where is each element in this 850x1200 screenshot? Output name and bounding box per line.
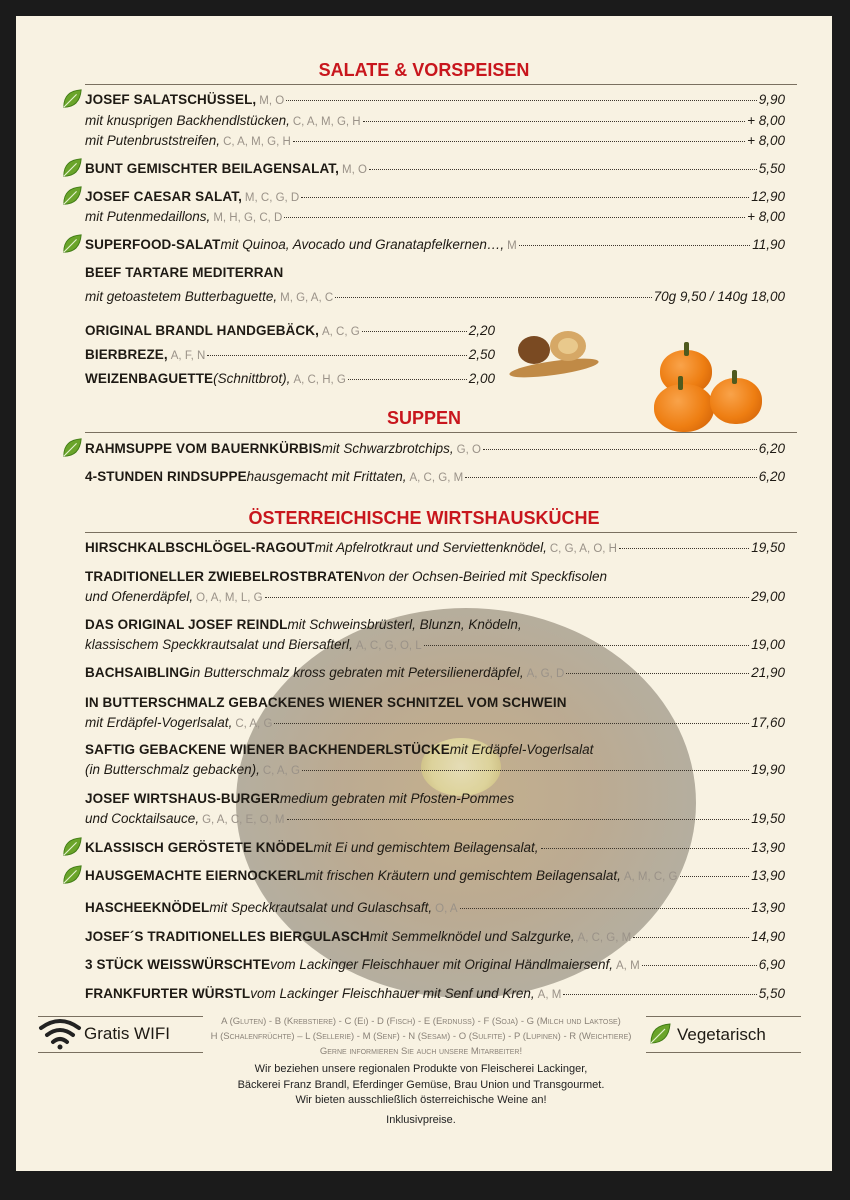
menu-item-row (85, 540, 785, 555)
salads-divider (85, 84, 797, 85)
dot-leader (293, 141, 745, 142)
menu-item-name: JOSEF WIRTSHAUS-BURGER (85, 791, 280, 806)
menu-item-row (85, 695, 785, 710)
menu-item-description: mit Speckkrautsalat und Gulaschsaft, (209, 900, 433, 915)
menu-item-description: und Cocktailsauce, (85, 811, 200, 826)
allergen-line: Gerne informieren Sie auch unsere Mitarbeiter! (319, 1046, 523, 1057)
menu-item-price: 12,90 (751, 189, 785, 204)
menu-item-description: (Schnittbrot), (213, 371, 291, 386)
menu-item-row (85, 323, 495, 338)
menu-item-price: 5,50 (758, 161, 785, 176)
menu-item-price: + 8,00 (747, 209, 785, 224)
allergen-legend (196, 1014, 646, 1059)
dot-leader (642, 965, 757, 966)
menu-item-allergens: M, H, G, C, D (213, 212, 283, 224)
menu-item-row (85, 589, 785, 604)
menu-item-description: mit Putenmedaillons, (85, 209, 211, 224)
menu-item-row (85, 441, 785, 456)
menu-item-row (85, 161, 785, 176)
menu-item-row (85, 665, 785, 680)
menu-item-row (85, 900, 785, 915)
main-section-title: ÖSTERREICHISCHE WIRTSHAUSKÜCHE (248, 508, 600, 528)
menu-item-allergens: C, G, A, O, H (549, 543, 617, 555)
dot-leader (460, 908, 750, 909)
menu-item-price: 2,50 (468, 347, 495, 362)
menu-item-price: 11,90 (752, 237, 785, 252)
menu-item-allergens: M, O (259, 95, 285, 107)
menu-item-row (85, 237, 785, 252)
dot-leader (465, 477, 757, 478)
menu-item-name: IN BUTTERSCHMALZ GEBACKENES WIENER SCHNITZEL VOM SCHWEIN (85, 695, 567, 710)
menu-item-price: 6,90 (758, 957, 785, 972)
menu-item-row (85, 113, 785, 128)
menu-item-description: mit Quinoa, Avocado und Granatapfelkernen…, (220, 237, 505, 252)
menu-item-allergens: A, C, H, G (293, 374, 346, 386)
menu-item-row (85, 189, 785, 204)
menu-item-description: mit Schweinsbrüsterl, Blunzn, Knödeln, (287, 617, 522, 632)
menu-item-row (85, 868, 785, 883)
menu-item-allergens: A, M (616, 960, 640, 972)
dot-leader (265, 597, 750, 598)
menu-item-allergens: A, M (537, 989, 562, 1001)
menu-item-description: von der Ochsen-Beiried mit Speckfisolen (363, 569, 608, 584)
menu-item-row (85, 762, 785, 777)
menu-item-description: mit Erdäpfel-Vogerlsalat, (85, 715, 233, 730)
menu-item-row (85, 957, 785, 972)
menu-item-name: BACHSAIBLING (85, 665, 190, 680)
menu-item-description: mit frischen Kräutern und gemischtem Beilagensalat, (304, 868, 621, 883)
menu-item-price: 19,50 (751, 540, 785, 555)
menu-item-description: vom Lackinger Fleischhauer mit Original Händlmaiersenf, (270, 957, 614, 972)
menu-item-allergens: O, A, M, L, G (196, 592, 263, 604)
menu-item-row (85, 742, 785, 757)
menu-item-allergens: G, A, C, E, O, M (202, 814, 285, 826)
menu-item-price: 13,90 (751, 900, 785, 915)
allergen-line: H (Schalenfrüchte) – L (Sellerie) - M (Senf) - N (Sesam) - O (Sulfite) - P (Lupinen) - R (Weichtiere) (210, 1031, 632, 1042)
menu-item-price: 6,20 (758, 469, 785, 484)
dot-leader (541, 848, 750, 849)
menu-item-name: BIERBREZE, (85, 347, 168, 362)
menu-item-row (85, 289, 785, 304)
dot-leader (286, 100, 757, 101)
vegetarian-leaf-icon (61, 233, 83, 255)
vegetarian-leaf-icon (61, 437, 83, 459)
menu-item-name: TRADITIONELLER ZWIEBELROSTBRATEN (85, 569, 364, 584)
menu-item-allergens: M (507, 240, 517, 252)
menu-item-name: HAUSGEMACHTE EIERNOCKERL (85, 868, 305, 883)
menu-item-row (85, 469, 785, 484)
wifi-icon (38, 1016, 82, 1050)
menu-item-description: vom Lackinger Fleischhauer mit Senf und Kren, (250, 986, 535, 1001)
menu-item-row (85, 840, 785, 855)
bread-image (506, 326, 601, 381)
menu-item-price: 2,20 (468, 323, 495, 338)
dot-leader (633, 937, 749, 938)
menu-item-description: medium gebraten mit Pfosten-Pommes (279, 791, 515, 806)
menu-item-description: klassischem Speckkrautsalat und Biersafterl, (85, 637, 353, 652)
menu-page (16, 16, 832, 1171)
menu-item-price: + 8,00 (747, 133, 785, 148)
menu-item-allergens: C, A, M, G, H (292, 116, 361, 128)
menu-item-allergens: A, C, G (321, 326, 360, 338)
footer-right-rule-bottom (646, 1052, 801, 1053)
menu-item-row (85, 265, 785, 280)
dot-leader (302, 770, 749, 771)
dot-leader (369, 169, 757, 170)
menu-item-name: BUNT GEMISCHTER BEILAGENSALAT, (85, 161, 340, 176)
menu-item-description: mit Erdäpfel-Vogerlsalat (449, 742, 594, 757)
vegetarian-label: Vegetarisch (677, 1025, 766, 1044)
vegetarian-leaf-icon (61, 88, 83, 110)
menu-item-description: (in Butterschmalz gebacken), (85, 762, 260, 777)
allergen-line: A (Gluten) - B (Krebstiere) - C (Ei) - D (Fisch) - E (Erdnuss) - F (Soja) - G (Milch und Laktose) (221, 1016, 621, 1027)
dot-leader (619, 548, 749, 549)
dot-leader (301, 197, 749, 198)
menu-item-price: + 8,00 (747, 113, 785, 128)
vegetarian-leaf-icon (61, 836, 83, 858)
menu-item-price: 19,50 (751, 811, 785, 826)
dot-leader (363, 121, 745, 122)
menu-item-row (85, 347, 495, 362)
menu-item-row (85, 929, 785, 944)
vegetarian-leaf-icon (61, 185, 83, 207)
menu-item-description: hausgemacht mit Frittaten, (246, 469, 407, 484)
dot-leader (424, 645, 750, 646)
menu-item-row (85, 569, 785, 584)
menu-item-price: 13,90 (751, 840, 785, 855)
menu-item-name: WEIZENBAGUETTE (85, 371, 214, 386)
dot-leader (362, 331, 467, 332)
menu-item-name: SUPERFOOD-SALAT (85, 237, 221, 252)
menu-item-allergens: M, C, G, D (244, 192, 300, 204)
menu-item-allergens: A, C, G, M (577, 932, 632, 944)
menu-item-description: mit getoastetem Butterbaguette, (85, 289, 278, 304)
menu-item-price: 29,00 (751, 589, 785, 604)
dot-leader (483, 449, 757, 450)
menu-item-description: mit Apfelrotkraut und Serviettenknödel, (314, 540, 547, 555)
dot-leader (566, 673, 749, 674)
menu-item-allergens: O, A (435, 903, 458, 915)
dot-leader (287, 819, 750, 820)
menu-item-price: 19,00 (751, 637, 785, 652)
menu-item-row (85, 209, 785, 224)
note-line: Inklusivpreise. (386, 1113, 456, 1126)
menu-item-description: in Butterschmalz kross gebraten mit Petersilienerdäpfel, (189, 665, 524, 680)
menu-item-name: SAFTIG GEBACKENE WIENER BACKHENDERLSTÜCKE (85, 742, 450, 757)
menu-item-name: FRANKFURTER WÜRSTL (85, 986, 251, 1001)
menu-item-name: JOSEF CAESAR SALAT, (85, 189, 242, 204)
note-line: Wir beziehen unsere regionalen Produkte von Fleischerei Lackinger, (254, 1063, 588, 1075)
dot-leader (284, 217, 745, 218)
menu-item-row (85, 617, 785, 632)
menu-item-price: 21,90 (751, 665, 785, 680)
note-line: Wir bieten ausschließlich österreichische Weine an! (295, 1094, 547, 1106)
menu-item-price: 6,20 (758, 441, 785, 456)
dot-leader (207, 355, 466, 356)
menu-item-price: 70g 9,50 / 140g 18,00 (653, 289, 785, 304)
menu-item-allergens: A, C, G, O, L (355, 640, 422, 652)
dot-leader (348, 379, 467, 380)
menu-item-price: 9,90 (758, 92, 785, 107)
supplier-note (166, 1062, 676, 1128)
menu-item-name: HIRSCHKALBSCHLÖGEL-RAGOUT (85, 540, 315, 555)
menu-item-description: mit Ei und gemischtem Beilagensalat, (313, 840, 539, 855)
dot-leader (563, 994, 756, 995)
menu-item-allergens: C, A, G (235, 718, 273, 730)
menu-item-row (85, 986, 785, 1001)
menu-item-description: mit knusprigen Backhendlstücken, (85, 113, 290, 128)
vegetarian-leaf-icon (61, 157, 83, 179)
vegetarian-leaf-icon (61, 864, 83, 886)
menu-item-name: JOSEF SALATSCHÜSSEL, (85, 92, 257, 107)
menu-item-description: mit Putenbruststreifen, (85, 133, 221, 148)
menu-item-allergens: C, A, M, G, H (223, 136, 291, 148)
salads-section-title: SALATE & VORSPEISEN (318, 60, 530, 80)
menu-item-row (85, 92, 785, 107)
menu-item-name: 4-STUNDEN RINDSUPPE (85, 469, 247, 484)
soups-divider (85, 432, 797, 433)
menu-item-row (85, 637, 785, 652)
menu-item-name: BEEF TARTARE MEDITERRAN (85, 265, 284, 280)
menu-item-allergens: M, G, A, C (280, 292, 334, 304)
footer-left-rule-bottom (38, 1052, 203, 1053)
menu-item-price: 2,00 (468, 371, 495, 386)
menu-item-price: 5,50 (758, 986, 785, 1001)
menu-item-allergens: A, M, C, G (623, 871, 678, 883)
menu-item-description: mit Schwarzbrotchips, (321, 441, 454, 456)
menu-item-allergens: A, G, D (526, 668, 565, 680)
menu-item-price: 19,90 (751, 762, 785, 777)
menu-item-allergens: A, F, N (170, 350, 206, 362)
vegetarian-leaf-icon (648, 1022, 672, 1046)
menu-item-name: KLASSISCH GERÖSTETE KNÖDEL (85, 840, 314, 855)
dot-leader (519, 245, 750, 246)
menu-item-allergens: G, O (456, 444, 481, 456)
menu-item-allergens: C, A, G (262, 765, 300, 777)
main-divider (85, 532, 797, 533)
dot-leader (680, 876, 750, 877)
menu-item-price: 13,90 (751, 868, 785, 883)
dot-leader (274, 723, 749, 724)
soups-section-title: SUPPEN (386, 408, 462, 428)
footer-right-rule (646, 1016, 801, 1017)
menu-item-description: und Ofenerdäpfel, (85, 589, 194, 604)
wifi-label: Gratis WIFI (84, 1024, 170, 1043)
menu-item-price: 17,60 (751, 715, 785, 730)
menu-item-description: mit Semmelknödel und Salzgurke, (369, 929, 575, 944)
menu-item-row (85, 715, 785, 730)
menu-item-price: 14,90 (751, 929, 785, 944)
dot-leader (335, 297, 651, 298)
menu-item-name: RAHMSUPPE VOM BAUERNKÜRBIS (85, 441, 322, 456)
menu-item-allergens: A, C, G, M (409, 472, 464, 484)
menu-item-row (85, 133, 785, 148)
menu-item-name: JOSEF´S TRADITIONELLES BIERGULASCH (85, 929, 370, 944)
menu-item-row (85, 811, 785, 826)
note-line: Bäckerei Franz Brandl, Eferdinger Gemüse, Brau Union und Transgourmet. (237, 1078, 605, 1091)
menu-item-name: HASCHEEKNÖDEL (85, 900, 210, 915)
menu-item-name: 3 STÜCK WEISSWÜRSCHTE (85, 957, 271, 972)
menu-item-name: ORIGINAL BRANDL HANDGEBÄCK, (85, 323, 319, 338)
menu-item-row (85, 371, 495, 386)
menu-item-name: DAS ORIGINAL JOSEF REINDL (85, 617, 288, 632)
menu-item-row (85, 791, 785, 806)
menu-item-allergens: M, O (342, 164, 367, 176)
